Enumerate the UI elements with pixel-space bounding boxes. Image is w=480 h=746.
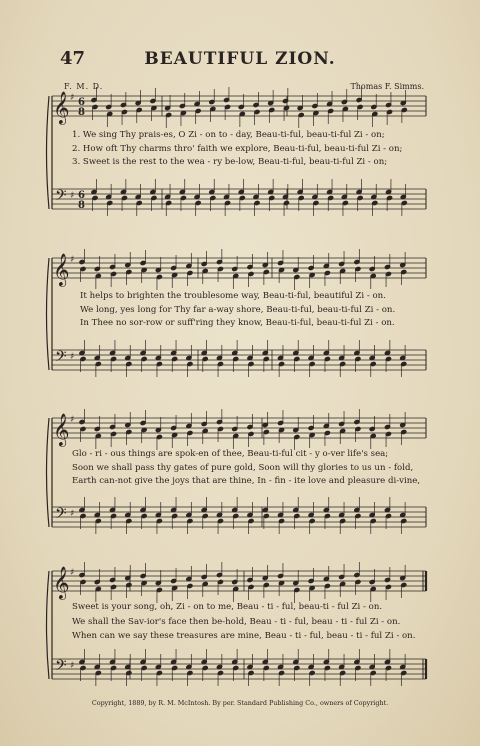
system-brace <box>47 96 50 209</box>
key-sharp-icon: ♯ <box>70 509 75 519</box>
treble-clef-icon: 𝄞 <box>53 253 70 286</box>
time-signature-bottom: 8 <box>78 107 85 118</box>
key-sharp-icon: ♯ <box>70 255 75 265</box>
system-brace <box>47 258 50 370</box>
system-2-verse-2: We long, yes long for Thy far a-way shore, Beau-ti-ful, beau-ti-ful Zi - on. <box>80 305 396 315</box>
key-sharp-icon: ♯ <box>70 415 75 425</box>
system-2-verse-1: It helps to brighten the troublesome way, Beau-ti-ful, beautiful Zi - on. <box>80 291 386 301</box>
time-signature-top: 6 <box>78 97 85 108</box>
bass-clef-icon: 𝄢 <box>55 348 67 369</box>
system-4-verse-2: We shall the Sav-ior's face then be-hold, Beau - ti - ful, beau - ti - ful Zi - on. <box>72 617 401 627</box>
page-number: 47 <box>60 48 86 69</box>
key-sharp-icon: ♯ <box>70 352 75 362</box>
system-3-verse-3: Earth can-not give the joys that are thine, In - fin - ite love and pleasure di-vine, <box>72 476 421 486</box>
treble-clef-icon: 𝄞 <box>53 413 70 446</box>
system-1-verse-3: 3. Sweet is the rest to the wea - ry be-low, Beau-ti-ful, beau-ti-ful Zi - on; <box>72 157 388 167</box>
key-sharp-icon: ♯ <box>70 661 75 671</box>
bass-clef-icon: 𝄢 <box>55 187 67 208</box>
key-sharp-icon: ♯ <box>70 191 75 201</box>
time-signature-top: 6 <box>78 190 85 201</box>
treble-clef-icon: 𝄞 <box>53 91 70 124</box>
treble-clef-icon: 𝄞 <box>53 566 70 599</box>
system-3-verse-1: Glo - ri - ous things are spok-en of thee, Beau-ti-ful cit - y o-ver life's sea; <box>72 449 389 459</box>
system-brace <box>47 418 50 527</box>
copyright-notice: Copyright, 1889, by R. M. McIntosh. By per. Standard Publishing Co., owners of Copyright. <box>91 699 389 707</box>
system-4-verse-1: Sweet is your song, oh, Zi - on to me, Beau - ti - ful, beau-ti - ful Zi - on. <box>72 602 383 612</box>
system-4-verse-3: When can we say these treasures are mine, Beau - ti - ful, beau - ti - ful Zi - on. <box>72 631 416 641</box>
hymn-title: BEAUTIFUL ZION. <box>144 49 336 69</box>
key-sharp-icon: ♯ <box>70 93 75 103</box>
system-brace <box>47 571 50 679</box>
key-sharp-icon: ♯ <box>70 568 75 578</box>
system-3-verse-2: Soon we shall pass thy gates of pure gold, Soon will thy glories to us un - fold, <box>72 463 414 473</box>
bass-clef-icon: 𝄢 <box>55 505 67 526</box>
bass-clef-icon: 𝄢 <box>55 657 67 678</box>
system-1-verse-1: 1. We sing Thy prais-es, O Zi - on to - day, Beau-ti-ful, beau-ti-ful Zi - on; <box>72 130 385 140</box>
time-signature-bottom: 8 <box>78 200 85 211</box>
composer-credit: Thomas F. Simms. <box>350 82 424 91</box>
lyricist-credit: F. M. D. <box>64 82 104 91</box>
system-1-verse-2: 2. How oft Thy charms thro' faith we explore, Beau-ti-ful, beau-ti-ful Zi - on; <box>72 144 403 154</box>
system-2-verse-3: In Thee no sor-row or suff'ring they know, Beau-ti-ful, beau-ti-ful Zi - on. <box>80 318 395 328</box>
